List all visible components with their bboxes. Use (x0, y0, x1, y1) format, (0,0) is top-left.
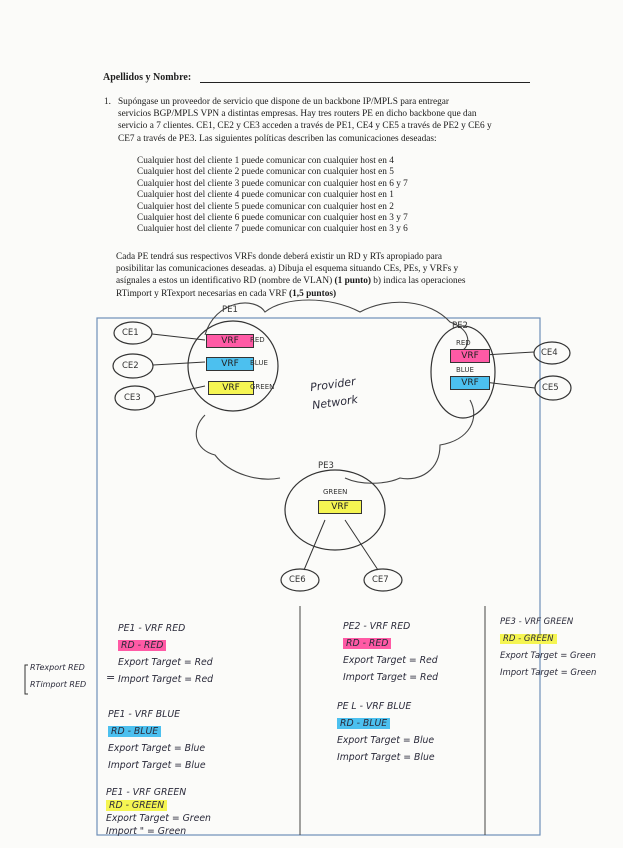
config-export: Export Target = Green (500, 651, 596, 661)
config-rd-label: RD - RED (118, 640, 166, 651)
policy-item: Cualquier host del cliente 2 puede comunicar con cualquier host en 5 (137, 167, 394, 178)
ce6-label: CE6 (289, 575, 306, 585)
policy-item: Cualquier host del cliente 3 puede comunicar con cualquier host en 6 y 7 (137, 178, 408, 189)
pe1-vrf-red-tag: RED (250, 336, 265, 344)
side-bracket (25, 665, 28, 694)
side-note-export: RTexport RED (30, 663, 85, 672)
pe2-red-config (343, 618, 438, 686)
policy-item: Cualquier host del cliente 5 puede comunicar con cualquier host en 2 (137, 201, 394, 212)
pe1-vrf-green: VRF (208, 381, 254, 395)
ce3-label: CE3 (124, 393, 141, 403)
pe2-blue-config (337, 698, 435, 766)
pe2-vrf-blue: VRF (450, 376, 490, 390)
config-import: Import Target = Blue (337, 752, 435, 763)
ce7-label: CE7 (372, 575, 389, 585)
pe3-vrf-green: VRF (318, 500, 362, 514)
pe1-blue-config (108, 706, 206, 774)
pe2-label: PE2 (452, 321, 468, 331)
config-rd (500, 631, 596, 648)
config-export: Export Target = Red (343, 655, 438, 666)
link-ce2 (153, 362, 205, 365)
config-rd-label: RD - GREEN (500, 634, 557, 644)
pe2-vrf-blue-tag: BLUE (456, 366, 474, 374)
link-ce3 (155, 386, 205, 397)
policy-item: Cualquier host del cliente 7 puede comunicar con cualquier host en 3 y 6 (137, 224, 408, 235)
config-rd-label: RD - BLUE (108, 726, 161, 737)
config-rd (343, 635, 438, 652)
config-rd-label: RD - GREEN (106, 800, 167, 811)
side-note-import: RTimport RED (30, 680, 87, 689)
pe3-label: PE3 (318, 461, 334, 471)
task-line: posibilitar las comunicaciones deseadas. a) Dibuja el esquema situando CEs, PEs, y VRFs y (116, 264, 459, 275)
config-title: PE1 - VRF BLUE (108, 709, 181, 720)
config-rd (108, 723, 206, 740)
intro-line: CE7 a través de PE3. Las siguientes políticas describen las comunicaciones deseadas: (118, 133, 437, 144)
pe1-label: PE1 (222, 305, 238, 315)
pe2-vrf-red-tag: RED (456, 339, 471, 347)
intro-line: servicios BGP/MPLS VPN a distintas empresas. Hay tres routers PE en dicho backbone que dan (118, 109, 477, 120)
config-import: Import Target = Red (118, 674, 214, 685)
config-export: Export Target = Green (106, 813, 211, 824)
cloud-label-provider: Provider (309, 374, 357, 395)
task-text: RTimport y RTexport necesarias en cada VRF (116, 288, 287, 299)
task-text: b) indica las operaciones (373, 276, 466, 287)
config-rd-label: RD - RED (343, 638, 391, 649)
pe1-vrf-blue-tag: BLUE (250, 359, 268, 367)
intro-line: Supóngase un proveedor de servicio que dispone de un backbone IP/MPLS para entregar (118, 97, 449, 107)
pe2-vrf-red: VRF (450, 349, 490, 363)
config-import: Import " = Green (106, 826, 187, 837)
config-import: Import Target = Green (500, 668, 597, 678)
question-number: 1. (104, 97, 111, 107)
config-rd (106, 799, 211, 812)
ce5-label: CE5 (542, 383, 559, 393)
side-note-equals: = (106, 671, 116, 684)
ce1-label: CE1 (122, 328, 139, 338)
link-ce6 (304, 520, 325, 570)
link-ce7 (345, 520, 378, 570)
config-import: Import Target = Red (343, 672, 439, 683)
intro-line: servicio a 7 clientes. CE1, CE2 y CE3 acceden a través de PE1, CE4 y CE5 a través de PE2 y CE6 y (118, 121, 492, 132)
link-ce1 (152, 334, 205, 340)
config-title: PE2 - VRF RED (343, 621, 411, 632)
config-title: PE3 - VRF GREEN (500, 617, 574, 627)
policy-item: Cualquier host del cliente 6 puede comunicar con cualquier host en 3 y 7 (137, 213, 408, 224)
policy-item: Cualquier host del cliente 1 puede comunicar con cualquier host en 4 (137, 156, 394, 166)
pe1-vrf-red: VRF (206, 334, 254, 348)
config-rd (337, 715, 435, 732)
config-rd-label: RD - BLUE (337, 718, 390, 729)
pe1-vrf-green-tag: GREEN (250, 383, 275, 391)
pe1-vrf-blue: VRF (206, 357, 254, 371)
task-text: asígnales a estos un identificativo RD (nombre de VLAN) (116, 276, 333, 287)
task-line: Cada PE tendrá sus respectivos VRFs donde deberá existir un RD y RTs apropiado para (116, 252, 443, 262)
name-label: Apellidos y Nombre: (103, 72, 192, 83)
link-ce5 (484, 382, 535, 388)
task-points: (1,5 puntos) (289, 288, 337, 299)
config-title: PE1 - VRF RED (118, 623, 186, 634)
config-title: PE1 - VRF GREEN (106, 787, 187, 798)
config-title: PE L - VRF BLUE (337, 701, 412, 712)
ce4-label: CE4 (541, 348, 558, 358)
config-export: Export Target = Red (118, 657, 213, 668)
policy-item: Cualquier host del cliente 4 puede comunicar con cualquier host en 1 (137, 190, 394, 201)
pe1-red-config (118, 620, 213, 688)
config-rd (118, 637, 213, 654)
config-import: Import Target = Blue (108, 760, 206, 771)
task-points: (1 punto) (334, 276, 371, 287)
cloud-label-network: Network (311, 392, 359, 413)
config-export: Export Target = Blue (337, 735, 435, 746)
pe3-vrf-green-tag: GREEN (323, 488, 348, 496)
pe1-green-config (106, 786, 211, 838)
ce2-label: CE2 (122, 361, 139, 371)
config-export: Export Target = Blue (108, 743, 206, 754)
pe3-green-config (500, 614, 596, 682)
